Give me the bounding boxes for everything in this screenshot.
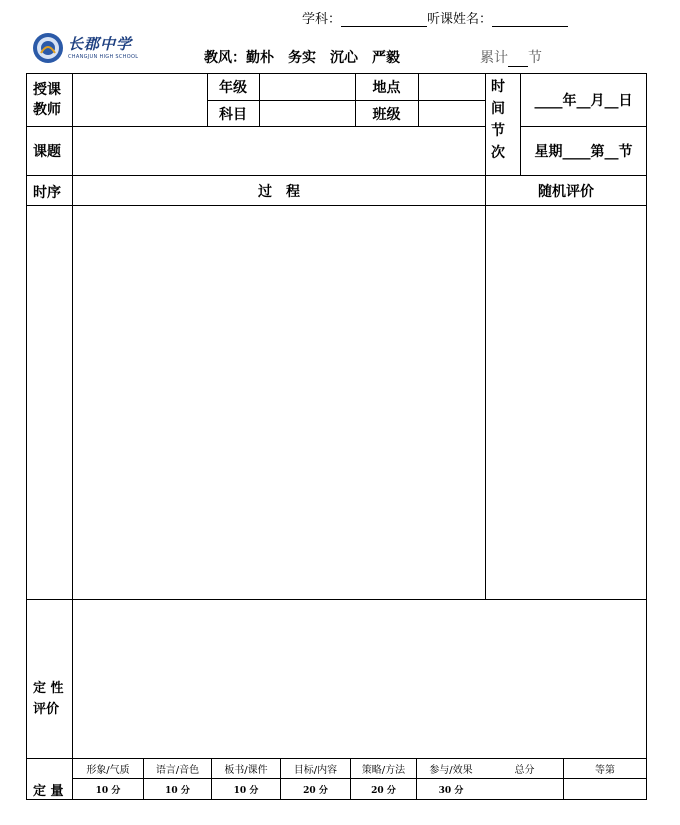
random-eval-label: 随机评价 xyxy=(538,183,594,200)
listener-label: 听课姓名： xyxy=(427,12,493,27)
cumulative-underline xyxy=(508,51,528,67)
criterion-name: 策略/方法 xyxy=(361,765,406,776)
criterion-points: 10 分 xyxy=(233,785,259,796)
criterion-points: 30 分 xyxy=(438,785,464,796)
subject-field[interactable] xyxy=(302,8,568,27)
school-logo xyxy=(32,32,172,68)
qualitative-area[interactable] xyxy=(73,600,646,758)
criterion-name: 板书/课件 xyxy=(224,765,268,776)
process-label: 过 程 xyxy=(258,183,300,200)
criterion-name: 目标/内容 xyxy=(293,765,338,776)
criterion-name: 参与/效果 xyxy=(429,765,473,776)
total-score-field[interactable] xyxy=(486,779,563,799)
date-field[interactable]: ____年__月__日 xyxy=(534,93,633,109)
subject-underline xyxy=(341,12,427,27)
school-name-en: CHANGJUN HIGH SCHOOL xyxy=(68,54,139,60)
weekday-period-field[interactable]: 星期____第__节 xyxy=(534,144,633,160)
subject-label: 科目 xyxy=(219,106,247,123)
criterion-points: 20 分 xyxy=(303,785,328,796)
criterion-points: 10 分 xyxy=(165,785,190,796)
quantitative-label: 定 量 xyxy=(33,784,64,799)
listener-underline xyxy=(492,12,568,27)
grade-level-label: 等第 xyxy=(595,765,615,776)
criterion-name: 形象/气质 xyxy=(86,765,130,776)
criterion-name: 语言/音色 xyxy=(155,765,200,776)
sequence-area[interactable] xyxy=(27,206,72,599)
qualitative-label: 定 性 评价 xyxy=(33,681,64,717)
grade-level-field[interactable] xyxy=(564,779,646,799)
sequence-label: 时序 xyxy=(33,185,61,201)
school-emblem-icon xyxy=(32,32,64,64)
class-label: 班级 xyxy=(372,106,401,123)
cumulative-count[interactable] xyxy=(480,47,542,67)
teacher-name-field[interactable] xyxy=(73,74,207,126)
school-name: 长郡中学 xyxy=(68,35,133,53)
grade-field[interactable] xyxy=(260,74,355,100)
class-field[interactable] xyxy=(419,101,485,126)
process-area[interactable] xyxy=(73,206,485,599)
location-label: 地点 xyxy=(372,80,401,96)
total-score-label: 总分 xyxy=(514,765,535,776)
cumulative-prefix: 累计 xyxy=(480,50,508,66)
criterion-points: 10 分 xyxy=(95,785,121,796)
subject-field-cell[interactable] xyxy=(260,101,355,126)
subject-label: 学科： xyxy=(302,12,342,27)
teacher-label: 授课教师 xyxy=(33,82,61,118)
topic-label: 课题 xyxy=(33,144,61,160)
criterion-points: 20 分 xyxy=(371,785,396,796)
grade-label: 年级 xyxy=(219,80,247,96)
topic-field[interactable] xyxy=(73,127,485,175)
random-eval-area[interactable] xyxy=(486,206,646,599)
cumulative-suffix: 节 xyxy=(528,50,542,66)
location-field[interactable] xyxy=(419,74,485,100)
time-label: 时间节次 xyxy=(491,79,505,161)
teaching-motto: 教风：勤朴 务实 沉心 严毅 xyxy=(204,50,400,66)
